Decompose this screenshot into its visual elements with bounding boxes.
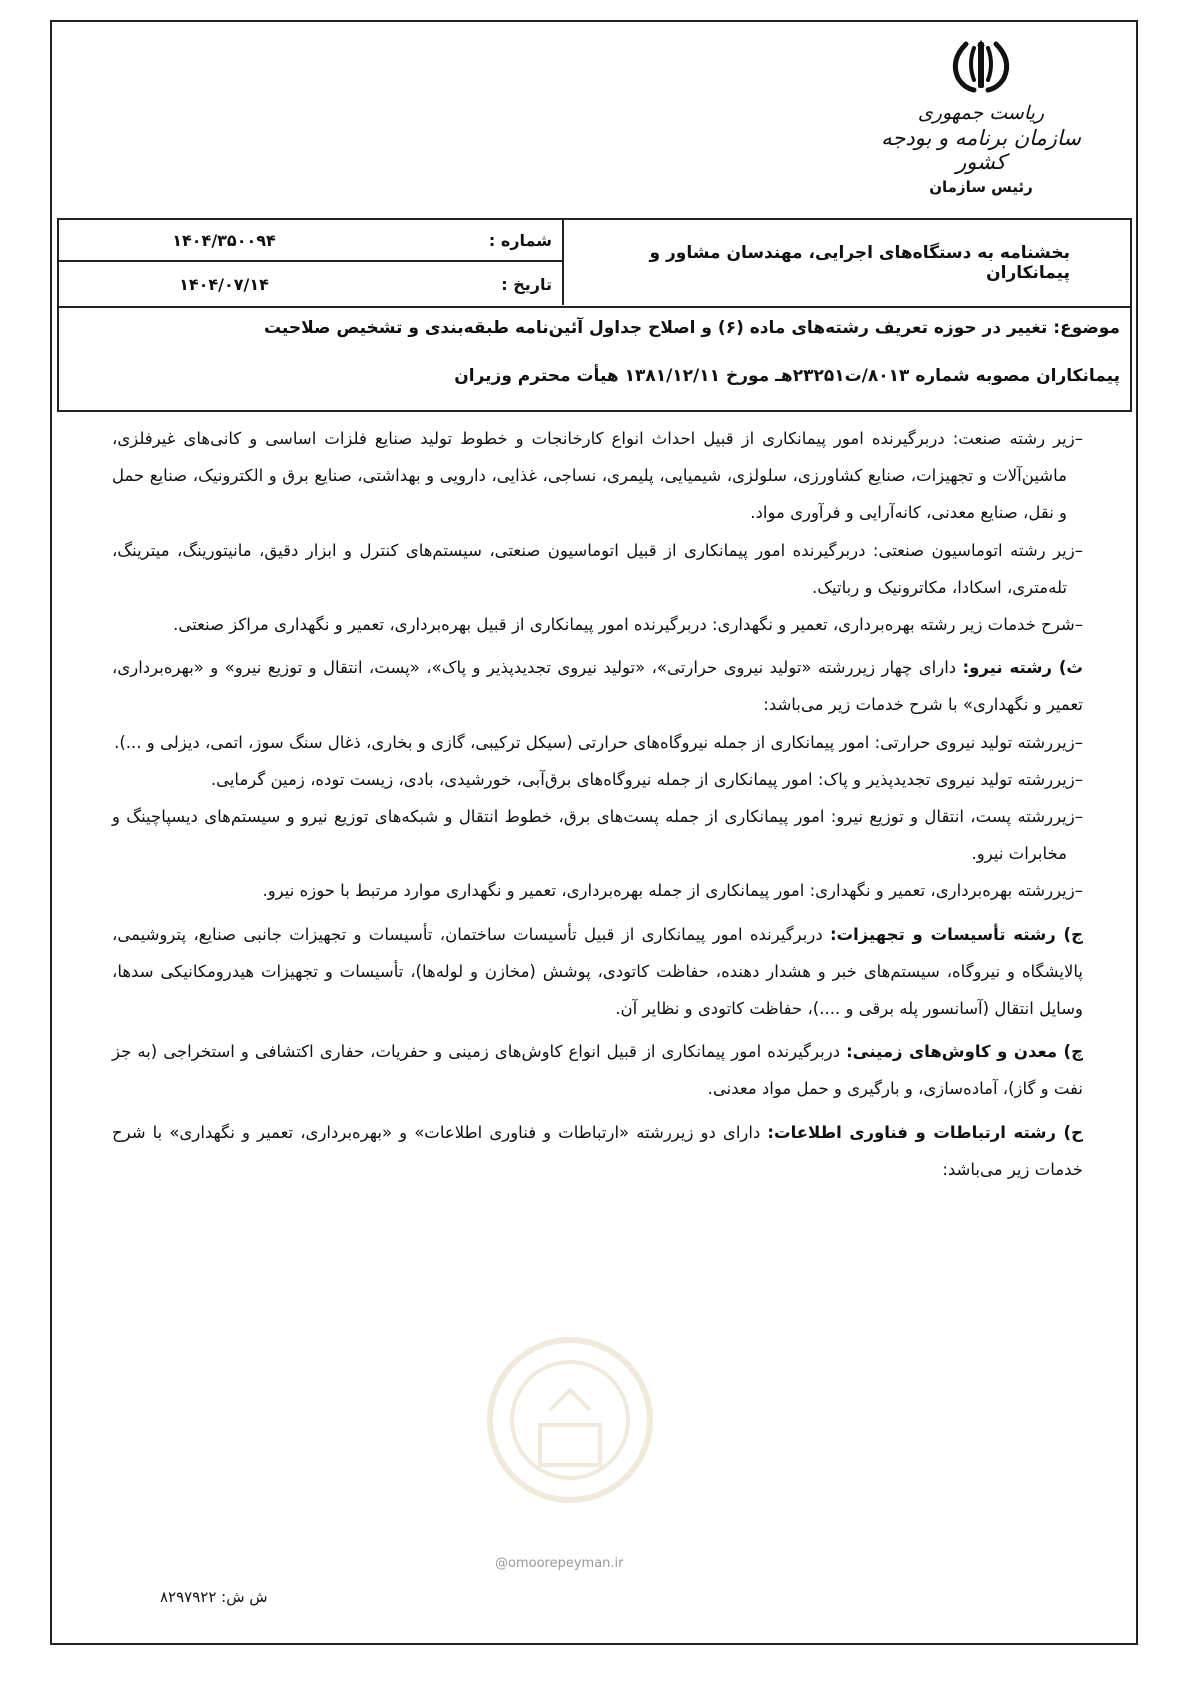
subject-line-2: پیمانکاران مصوبه شماره ۸۰۱۳/ت۲۳۲۵۱هـ مورخ ۱۳۸۱/۱۲/۱۱ هیأت محترم وزیران xyxy=(454,366,1120,386)
letter-number-label: شماره : xyxy=(488,230,552,250)
recipient xyxy=(564,220,1130,305)
section-text: دربرگیرنده امور پیمانکاری از قبیل انواع کاوش‌های زمینی و حفریات، حفاری اکتشافی و استخراجی (به جز نفت و گاز)، آماده‌سازی، و بارگیری و حمل مواد معدنی. xyxy=(112,1042,1083,1099)
section-title: ح) رشته ارتباطات و فناوری اطلاعات: xyxy=(767,1122,1083,1142)
section-installations xyxy=(112,916,1083,1028)
section-text: دارای دو زیررشته «ارتباطات و فناوری اطلاعات» و «بهره‌برداری، تعمیر و نگهداری» با شرح خدمات زیر می‌باشد: xyxy=(112,1122,1083,1179)
iran-emblem-icon xyxy=(936,38,1026,96)
watermark-text: @omoorepeyman.ir xyxy=(495,1556,624,1571)
letter-body xyxy=(112,420,1083,1188)
letter-date-value: ۱۴۰۴/۰۷/۱۴ xyxy=(179,274,269,294)
recipient-text: بخشنامه به دستگاه‌های اجرایی، مهندسان مشاور و پیمانکاران xyxy=(649,242,1070,283)
section-title: ج) رشته تأسیسات و تجهیزات: xyxy=(829,924,1083,944)
letter-number-date xyxy=(59,220,564,305)
section-text: دارای چهار زیررشته «تولید نیروی حرارتی»، «تولید نیروی تجدیدپذیر و پاک»، «پست، انتقال و توزیع نیرو» و «بهره‌برداری، تعمیر و نگهداری» با شرح خدمات زیر می‌باشد: xyxy=(112,658,1083,715)
letter-meta-table xyxy=(57,218,1132,308)
body-paragraph: –زیررشته تولید نیروی تجدیدپذیر و پاک: امور پیمانکاری از جمله نیروگاه‌های برق‌آبی، خورشیدی، بادی، زیست توده، زمین گرمایی. xyxy=(210,769,1083,789)
letter-number-value: ۱۴۰۴/۳۵۰۰۹۴ xyxy=(172,230,276,250)
body-paragraph: –زیررشته بهره‌برداری، تعمیر و نگهداری: امور پیمانکاری از جمله بهره‌برداری، تعمیر و نگهداری موارد مرتبط با حوزه نیرو. xyxy=(262,881,1083,901)
section-title: ث) رشته نیرو: xyxy=(962,658,1083,678)
section-text: دربرگیرنده امور پیمانکاری از قبیل تأسیسات ساختمان، تأسیسات و تجهیزات جانبی صنایع، پتروشیمی، پالایشگاه و نیروگاه، سیستم‌های خبر و هشدار دهنده، حفاظت کاتودی، پوشش (مخازن و لوله‌ها)، تأسیسات و تجهیزات هیدرومکانیکی سدها، وسایل انتقال (آسانسور پله برقی و ....)، حفاظت کاتودی و نظایر آن. xyxy=(112,924,1083,1019)
subject-line-1: موضوع: تغییر در حوزه تعریف رشته‌های ماده (۶) و اصلاح جداول آئین‌نامه طبقه‌بندی و تشخیص صلاحیت xyxy=(263,318,1120,338)
section-mining xyxy=(112,1033,1083,1107)
body-paragraph: –زیررشته تولید نیروی حرارتی: امور پیمانکاری از جمله نیروگاه‌های حرارتی (سیکل ترکیبی، گازی و بخاری، ذغال سنگ سوز، اتمی، دیزلی و ...). xyxy=(114,732,1083,752)
letterhead xyxy=(871,38,1091,196)
section-ict xyxy=(112,1114,1083,1188)
body-paragraph: –شرح خدمات زیر رشته بهره‌برداری، تعمیر و نگهداری: دربرگیرنده امور پیمانکاری از قبیل بهره‌برداری، تعمیر و نگهداری مراکز صنعتی. xyxy=(173,615,1083,635)
org-head-title: رئیس سازمان xyxy=(929,178,1033,196)
org-name: سازمان برنامه و بودجه کشور xyxy=(881,126,1081,174)
subject-box xyxy=(57,308,1132,412)
watermark-logo-icon xyxy=(480,1330,660,1510)
section-title: چ) معدن و کاوش‌های زمینی: xyxy=(846,1042,1083,1062)
letter-date-label: تاریخ : xyxy=(501,274,552,294)
footer-code: ش ش: ۸۲۹۷۹۲۲ xyxy=(160,1588,268,1606)
body-paragraph: –زیررشته پست، انتقال و توزیع نیرو: امور پیمانکاری از جمله پست‌های برق، خطوط انتقال و شبکه‌های توزیع نیرو و سیستم‌های دیسپاچینگ و مخابرات نیرو. xyxy=(112,807,1083,864)
body-paragraph: –زیر رشته اتوماسیون صنعتی: دربرگیرنده امور پیمانکاری از قبیل اتوماسیون صنعتی، سیستم‌های کنترل و ابزار دقیق، مانیتورینگ، میترینگ، تله‌متری، اسکادا، مکاترونیک و رباتیک. xyxy=(112,540,1083,597)
letter-number-row xyxy=(59,220,562,262)
org-presidency: ریاست جمهوری xyxy=(917,102,1045,124)
section-power xyxy=(112,649,1083,723)
body-paragraph: –زیر رشته صنعت: دربرگیرنده امور پیمانکاری از قبیل احداث انواع کارخانجات و خطوط تولید صنایع فلزات اساسی و کانی‌های غیرفلزی، ماشین‌آلات و تجهیزات، صنایع کشاورزی، سلولزی، شیمیایی، پلیمری، نساجی، غذایی، دارویی و بهداشتی، صنایع برق و الکترونیک، صنایع حمل و نقل، صنایع معدنی، کانه‌آرایی و فرآوری مواد. xyxy=(112,429,1083,523)
letter-date-row xyxy=(59,263,562,305)
